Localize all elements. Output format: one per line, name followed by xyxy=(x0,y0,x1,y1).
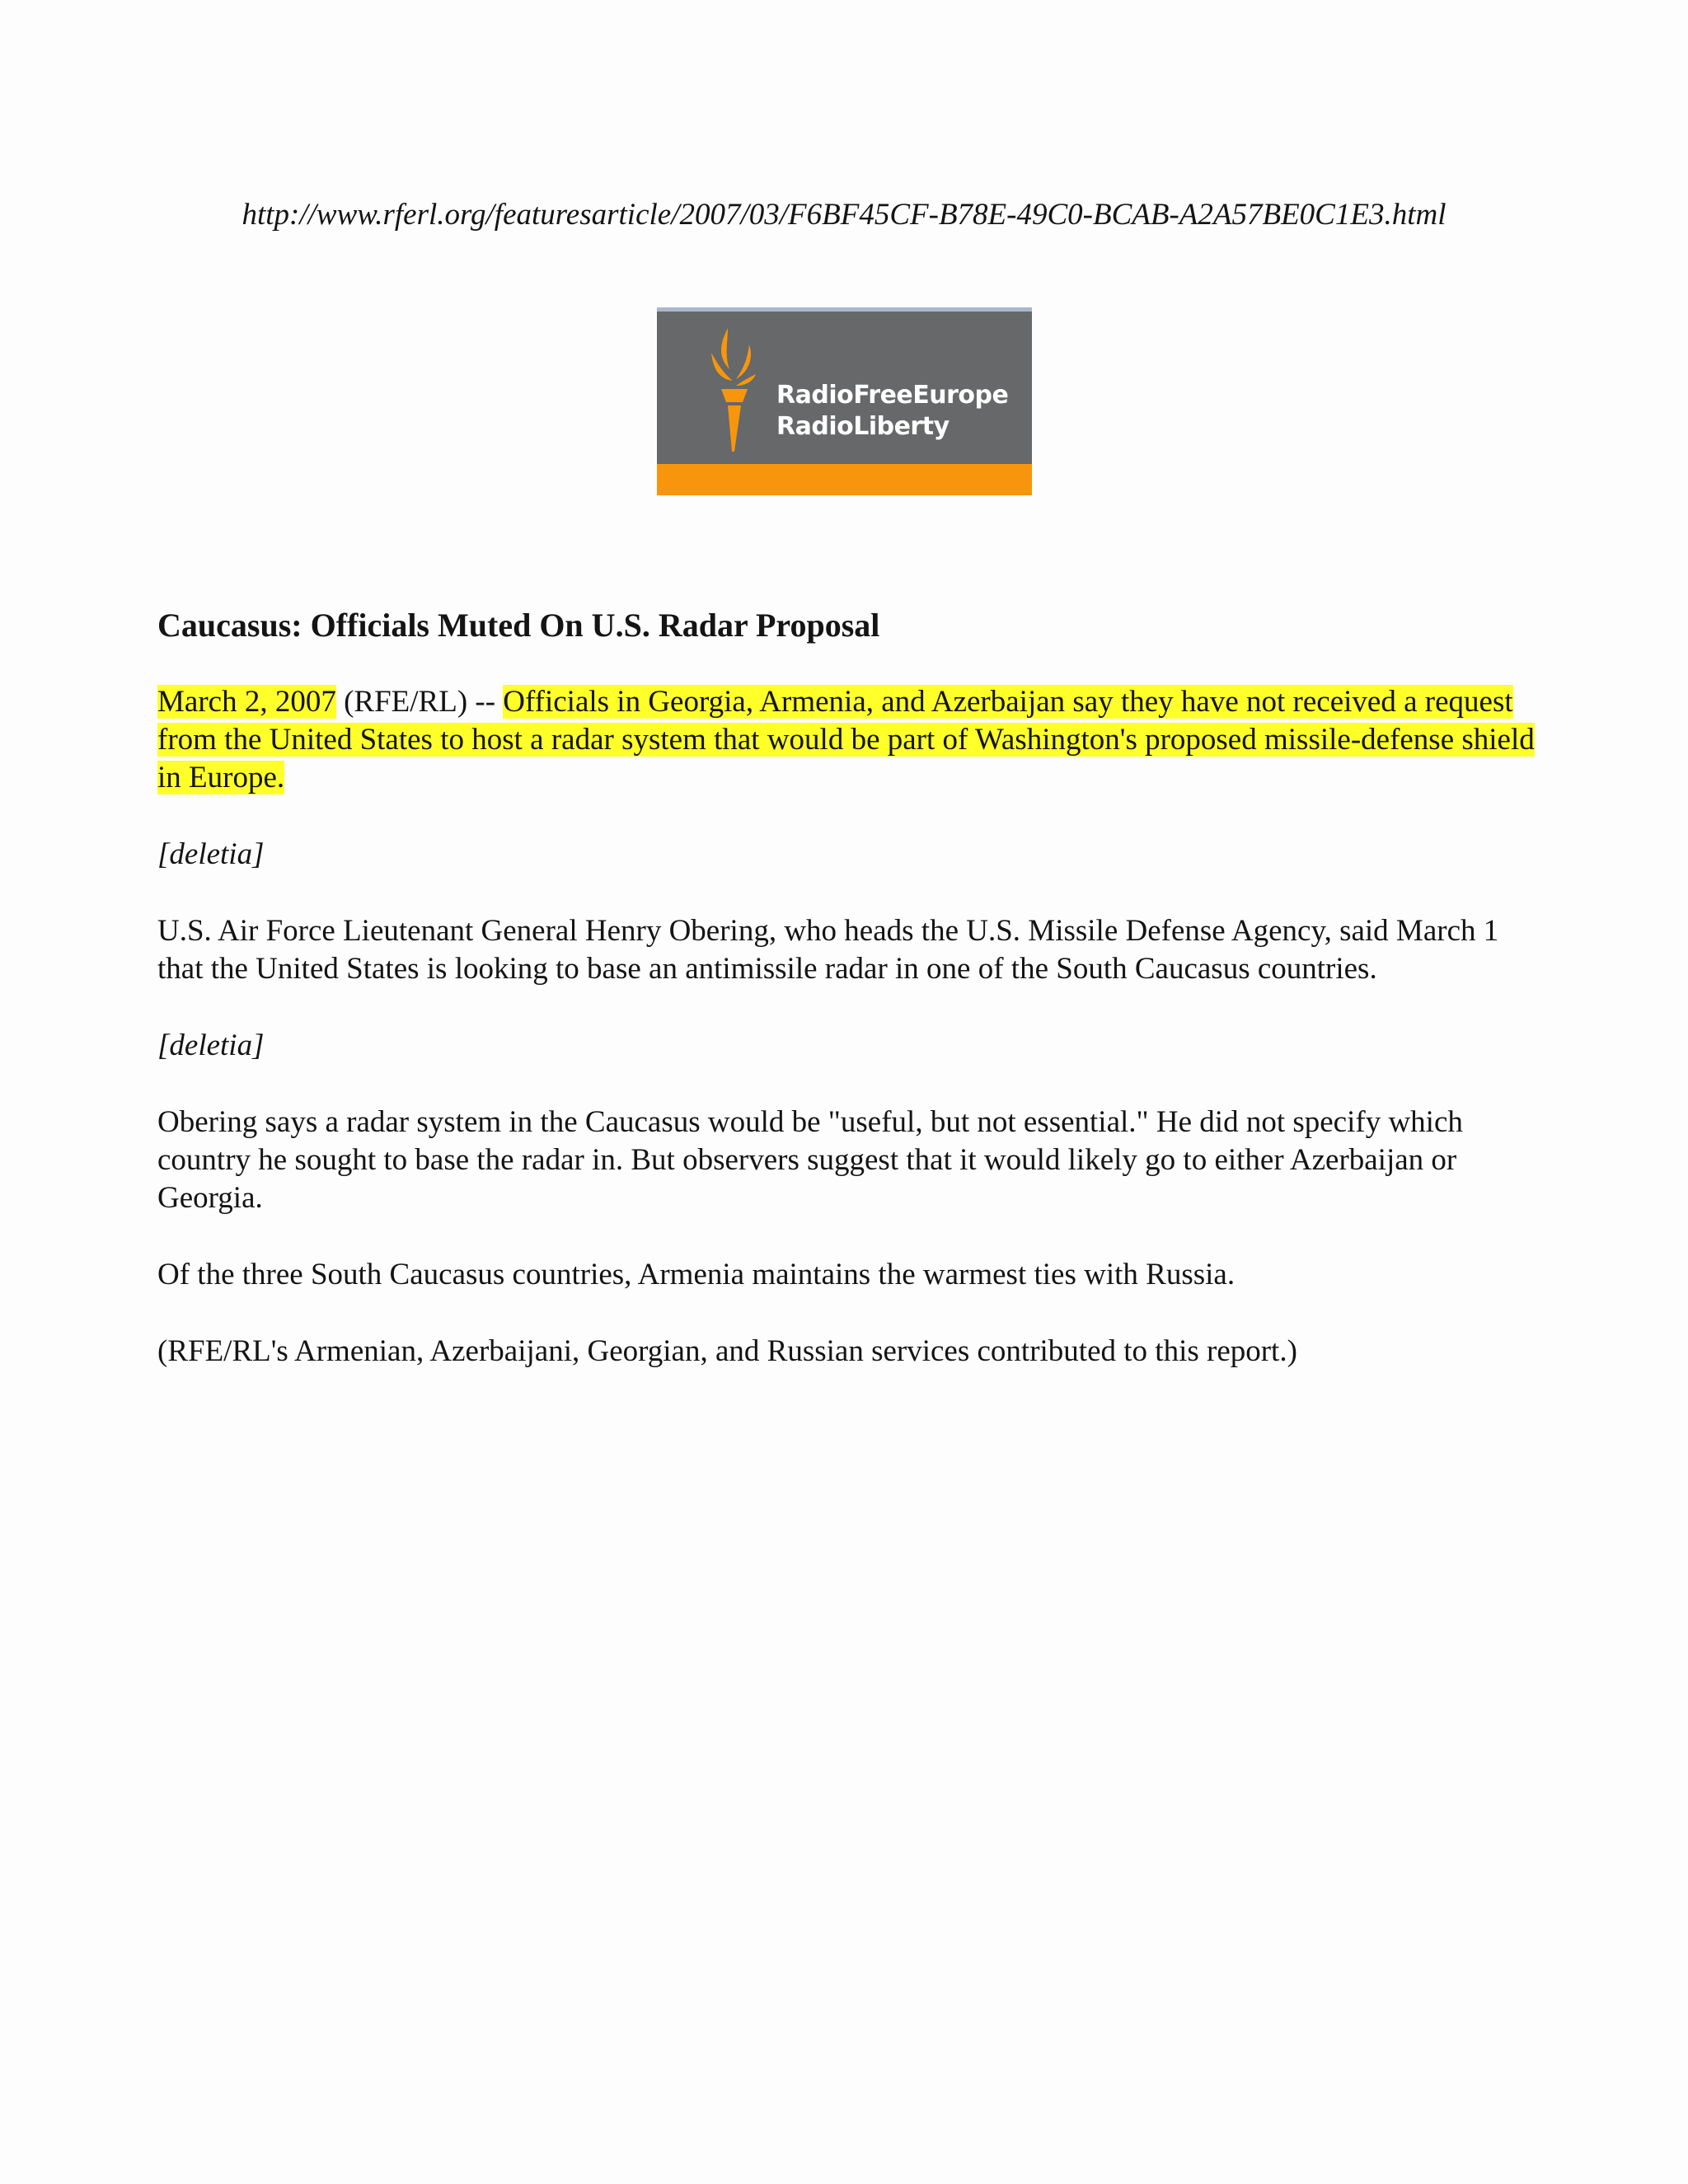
deletia-marker: [deletia] xyxy=(157,837,265,871)
lead-paragraph xyxy=(157,683,1542,797)
torch-icon xyxy=(705,320,762,452)
paragraph-radar-location: Obering says a radar system in the Caucasus would be "useful, but not essential." He did not specify which country he sought to base the radar in. But observers suggest that it would likely go to either Azerbaijan or Georgia. xyxy=(157,1105,1463,1215)
paragraph-obering-statement: U.S. Air Force Lieutenant General Henry Obering, who heads the U.S. Missile Defense Agency, said March 1 that the United States is looking to base an antimissile radar in one of the South Caucasus countries. xyxy=(157,914,1499,986)
logo-orange-bar xyxy=(657,464,1032,495)
article-credit: (RFE/RL's Armenian, Azerbaijani, Georgian, and Russian services contributed to this report.) xyxy=(157,1334,1297,1368)
deletia-marker: [deletia] xyxy=(157,1029,265,1062)
rferl-logo xyxy=(657,307,1032,495)
article-headline: Caucasus: Officials Muted On U.S. Radar Proposal xyxy=(157,607,880,644)
lead-date: March 2, 2007 xyxy=(157,685,336,719)
logo-line-1: RadioFreeEurope xyxy=(776,381,1009,410)
logo-line-2: RadioLiberty xyxy=(776,412,950,441)
source-url: http://www.rferl.org/featuresarticle/2007/03/F6BF45CF-B78E-49C0-BCAB-A2A57BE0C1E3.html xyxy=(241,198,1447,232)
article-body xyxy=(157,605,1542,1409)
paragraph-armenia-russia: Of the three South Caucasus countries, Armenia maintains the warmest ties with Russia. xyxy=(157,1258,1236,1291)
lead-text: Officials in Georgia, Armenia, and Azerbaijan say they have not received a request from the United States to host a radar system that would be part of Washington's proposed missile-defense shield in Europe. xyxy=(157,685,1535,794)
lead-agency: (RFE/RL) -- xyxy=(335,685,504,719)
logo-wordmark xyxy=(776,380,1008,443)
